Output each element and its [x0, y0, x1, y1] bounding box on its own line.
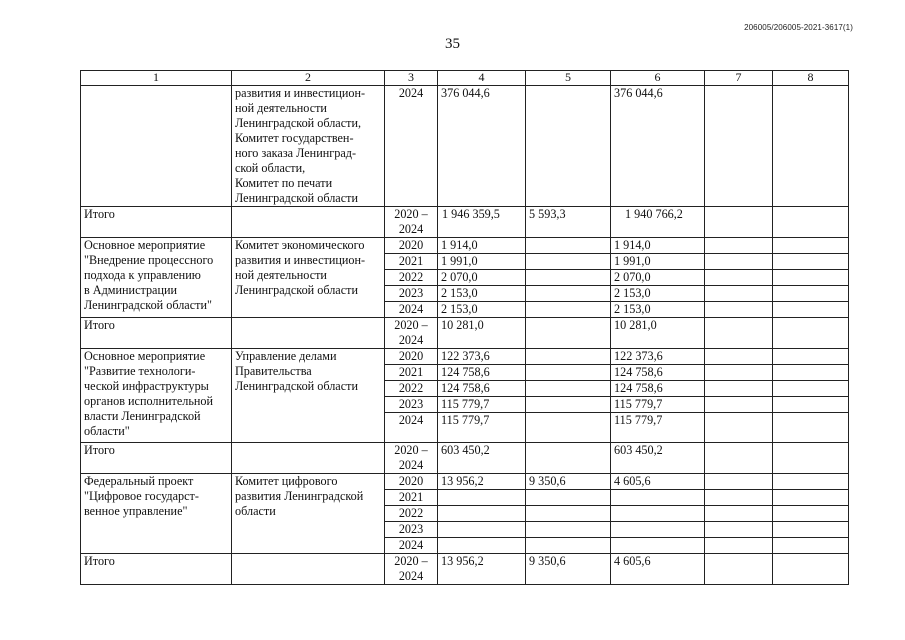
column-header: 8 — [773, 71, 849, 86]
cell-local — [705, 238, 773, 254]
cell-total: 1 914,0 — [438, 238, 526, 254]
cell-year: 2022 — [385, 506, 438, 522]
cell-regional: 603 450,2 — [611, 443, 705, 474]
text-line: ной деятельности — [235, 101, 327, 115]
cell-federal: 5 593,3 — [526, 207, 611, 238]
cell-local — [705, 349, 773, 365]
cell-other — [773, 349, 849, 365]
cell-other — [773, 365, 849, 381]
cell-year: 2020 — [385, 349, 438, 365]
cell-regional: 1 940 766,2 — [611, 207, 705, 238]
text-line: Комитет экономического — [235, 238, 365, 252]
cell-regional: 2 153,0 — [611, 286, 705, 302]
cell-regional: 2 070,0 — [611, 270, 705, 286]
cell-federal — [526, 381, 611, 397]
cell-other — [773, 538, 849, 554]
cell-other — [773, 554, 849, 585]
text-line: в Администрации — [84, 283, 178, 297]
cell-executor — [232, 349, 385, 443]
cell-local — [705, 318, 773, 349]
cell-other — [773, 381, 849, 397]
cell-regional: 4 605,6 — [611, 554, 705, 585]
total-row — [81, 443, 849, 474]
cell-other — [773, 443, 849, 474]
cell-other — [773, 286, 849, 302]
total-label: Итого — [81, 443, 232, 474]
cell-local — [705, 86, 773, 207]
cell-federal — [526, 522, 611, 538]
year-range-start: 2020 – — [394, 554, 428, 568]
cell-total — [438, 522, 526, 538]
cell-other — [773, 474, 849, 490]
cell-local — [705, 443, 773, 474]
cell-total: 122 373,6 — [438, 349, 526, 365]
cell-local — [705, 413, 773, 443]
cell-year: 2022 — [385, 381, 438, 397]
cell-federal — [526, 490, 611, 506]
cell-other — [773, 490, 849, 506]
total-row — [81, 318, 849, 349]
cell-local — [705, 365, 773, 381]
cell-total: 115 779,7 — [438, 413, 526, 443]
cell-event — [81, 238, 232, 318]
cell-total: 13 956,2 — [438, 554, 526, 585]
text-line: Основное мероприятие — [84, 238, 206, 252]
cell-federal — [526, 538, 611, 554]
cell-regional — [611, 506, 705, 522]
cell-year: 2020 — [385, 238, 438, 254]
cell-federal — [526, 238, 611, 254]
cell-year: 2024 — [385, 538, 438, 554]
cell-local — [705, 254, 773, 270]
column-header: 3 — [385, 71, 438, 86]
column-header: 5 — [526, 71, 611, 86]
cell-year: 2021 — [385, 490, 438, 506]
year-range-end: 2024 — [398, 569, 424, 583]
column-header: 7 — [705, 71, 773, 86]
cell-executor — [232, 86, 385, 207]
text-line: "Развитие технологи- — [84, 364, 196, 378]
cell-local — [705, 207, 773, 238]
cell-total: 603 450,2 — [438, 443, 526, 474]
text-line: Ленинградской области" — [84, 298, 212, 312]
text-line: Ленинградской области — [235, 379, 358, 393]
column-header: 4 — [438, 71, 526, 86]
cell-federal — [526, 302, 611, 318]
cell-other — [773, 413, 849, 443]
cell-other — [773, 254, 849, 270]
text-line: венное управление" — [84, 504, 188, 518]
cell-year-range — [385, 318, 438, 349]
budget-table — [80, 70, 849, 585]
cell-regional: 124 758,6 — [611, 381, 705, 397]
text-line: органов исполнительной — [84, 394, 214, 408]
cell-federal — [526, 443, 611, 474]
cell-federal — [526, 397, 611, 413]
cell-other — [773, 522, 849, 538]
cell-regional — [611, 490, 705, 506]
total-row — [81, 207, 849, 238]
cell-total: 2 153,0 — [438, 302, 526, 318]
cell-total — [438, 490, 526, 506]
text-line: Основное мероприятие — [84, 349, 206, 363]
cell-federal — [526, 286, 611, 302]
cell-year-range — [385, 554, 438, 585]
year-range-end: 2024 — [398, 222, 424, 236]
cell-total: 2 153,0 — [438, 286, 526, 302]
cell-total: 13 956,2 — [438, 474, 526, 490]
cell-local — [705, 397, 773, 413]
cell-federal — [526, 349, 611, 365]
table-row — [81, 349, 849, 365]
cell-federal — [526, 365, 611, 381]
page-number: 35 — [445, 36, 460, 52]
cell-event — [81, 349, 232, 443]
cell-other — [773, 238, 849, 254]
cell-regional — [611, 538, 705, 554]
cell-total: 124 758,6 — [438, 381, 526, 397]
document-id: 206005/206005-2021-3617(1) — [744, 23, 853, 32]
total-label: Итого — [81, 554, 232, 585]
cell-local — [705, 302, 773, 318]
cell-total — [438, 506, 526, 522]
year-range-start: 2020 – — [394, 207, 428, 221]
cell-local — [705, 538, 773, 554]
cell-executor — [232, 318, 385, 349]
text-line: "Внедрение процессного — [84, 253, 214, 267]
cell-executor — [232, 238, 385, 318]
cell-regional: 10 281,0 — [611, 318, 705, 349]
text-line: области" — [84, 424, 130, 438]
cell-year: 2023 — [385, 286, 438, 302]
cell-regional: 376 044,6 — [611, 86, 705, 207]
cell-executor — [232, 554, 385, 585]
cell-year: 2023 — [385, 522, 438, 538]
cell-executor — [232, 474, 385, 554]
cell-regional: 115 779,7 — [611, 397, 705, 413]
cell-total: 115 779,7 — [438, 397, 526, 413]
text-line: Федеральный проект — [84, 474, 194, 488]
cell-year: 2022 — [385, 270, 438, 286]
text-line: "Цифровое государст- — [84, 489, 199, 503]
cell-year: 2021 — [385, 365, 438, 381]
cell-year: 2020 — [385, 474, 438, 490]
cell-regional: 115 779,7 — [611, 413, 705, 443]
cell-year-range — [385, 207, 438, 238]
cell-other — [773, 506, 849, 522]
cell-year: 2024 — [385, 86, 438, 207]
column-header: 1 — [81, 71, 232, 86]
total-label: Итого — [81, 318, 232, 349]
text-line: ческой инфраструктуры — [84, 379, 209, 393]
cell-local — [705, 270, 773, 286]
text-line: Ленинградской области — [235, 191, 358, 205]
column-header: 6 — [611, 71, 705, 86]
text-line: Комитет цифрового — [235, 474, 338, 488]
text-line: ной деятельности — [235, 268, 327, 282]
cell-other — [773, 207, 849, 238]
text-line: развития Ленинградской — [235, 489, 364, 503]
cell-other — [773, 397, 849, 413]
cell-total: 124 758,6 — [438, 365, 526, 381]
cell-total — [438, 538, 526, 554]
cell-year-range — [385, 443, 438, 474]
table-row — [81, 86, 849, 207]
text-line: ской области, — [235, 161, 306, 175]
cell-other — [773, 302, 849, 318]
cell-regional: 1 991,0 — [611, 254, 705, 270]
text-line: ного заказа Ленинград- — [235, 146, 357, 160]
cell-local — [705, 522, 773, 538]
year-range-start: 2020 – — [394, 443, 428, 457]
cell-local — [705, 381, 773, 397]
cell-executor — [232, 207, 385, 238]
cell-federal — [526, 413, 611, 443]
cell-regional: 1 914,0 — [611, 238, 705, 254]
cell-year: 2024 — [385, 302, 438, 318]
text-line: Правительства — [235, 364, 312, 378]
cell-regional: 122 373,6 — [611, 349, 705, 365]
cell-local — [705, 554, 773, 585]
cell-event — [81, 86, 232, 207]
cell-year: 2023 — [385, 397, 438, 413]
cell-executor — [232, 443, 385, 474]
text-line: области — [235, 504, 276, 518]
text-line: Комитет по печати — [235, 176, 333, 190]
text-line: Ленинградской области, — [235, 116, 362, 130]
cell-regional: 2 153,0 — [611, 302, 705, 318]
cell-local — [705, 286, 773, 302]
column-header: 2 — [232, 71, 385, 86]
text-line: власти Ленинградской — [84, 409, 201, 423]
cell-regional: 124 758,6 — [611, 365, 705, 381]
year-range-start: 2020 – — [394, 318, 428, 332]
text-line: развития и инвестицион- — [235, 86, 366, 100]
cell-year: 2024 — [385, 413, 438, 443]
cell-local — [705, 506, 773, 522]
cell-regional — [611, 522, 705, 538]
table-header-row — [81, 71, 849, 86]
cell-federal: 9 350,6 — [526, 554, 611, 585]
cell-other — [773, 318, 849, 349]
cell-total: 10 281,0 — [438, 318, 526, 349]
cell-total: 376 044,6 — [438, 86, 526, 207]
cell-federal — [526, 506, 611, 522]
table-row — [81, 238, 849, 254]
text-line: развития и инвестицион- — [235, 253, 366, 267]
cell-federal — [526, 318, 611, 349]
year-range-end: 2024 — [398, 458, 424, 472]
year-range-end: 2024 — [398, 333, 424, 347]
cell-year: 2021 — [385, 254, 438, 270]
cell-event — [81, 474, 232, 554]
total-label: Итого — [81, 207, 232, 238]
text-line: Ленинградской области — [235, 283, 358, 297]
table-row — [81, 474, 849, 490]
cell-regional: 4 605,6 — [611, 474, 705, 490]
cell-federal — [526, 270, 611, 286]
cell-total: 1 946 359,5 — [438, 207, 526, 238]
cell-total: 1 991,0 — [438, 254, 526, 270]
cell-federal: 9 350,6 — [526, 474, 611, 490]
text-line: подхода к управлению — [84, 268, 201, 282]
cell-federal — [526, 254, 611, 270]
cell-local — [705, 474, 773, 490]
cell-other — [773, 86, 849, 207]
cell-other — [773, 270, 849, 286]
cell-federal — [526, 86, 611, 207]
cell-total: 2 070,0 — [438, 270, 526, 286]
total-row — [81, 554, 849, 585]
cell-local — [705, 490, 773, 506]
text-line: Управление делами — [235, 349, 337, 363]
text-line: Комитет государствен- — [235, 131, 354, 145]
